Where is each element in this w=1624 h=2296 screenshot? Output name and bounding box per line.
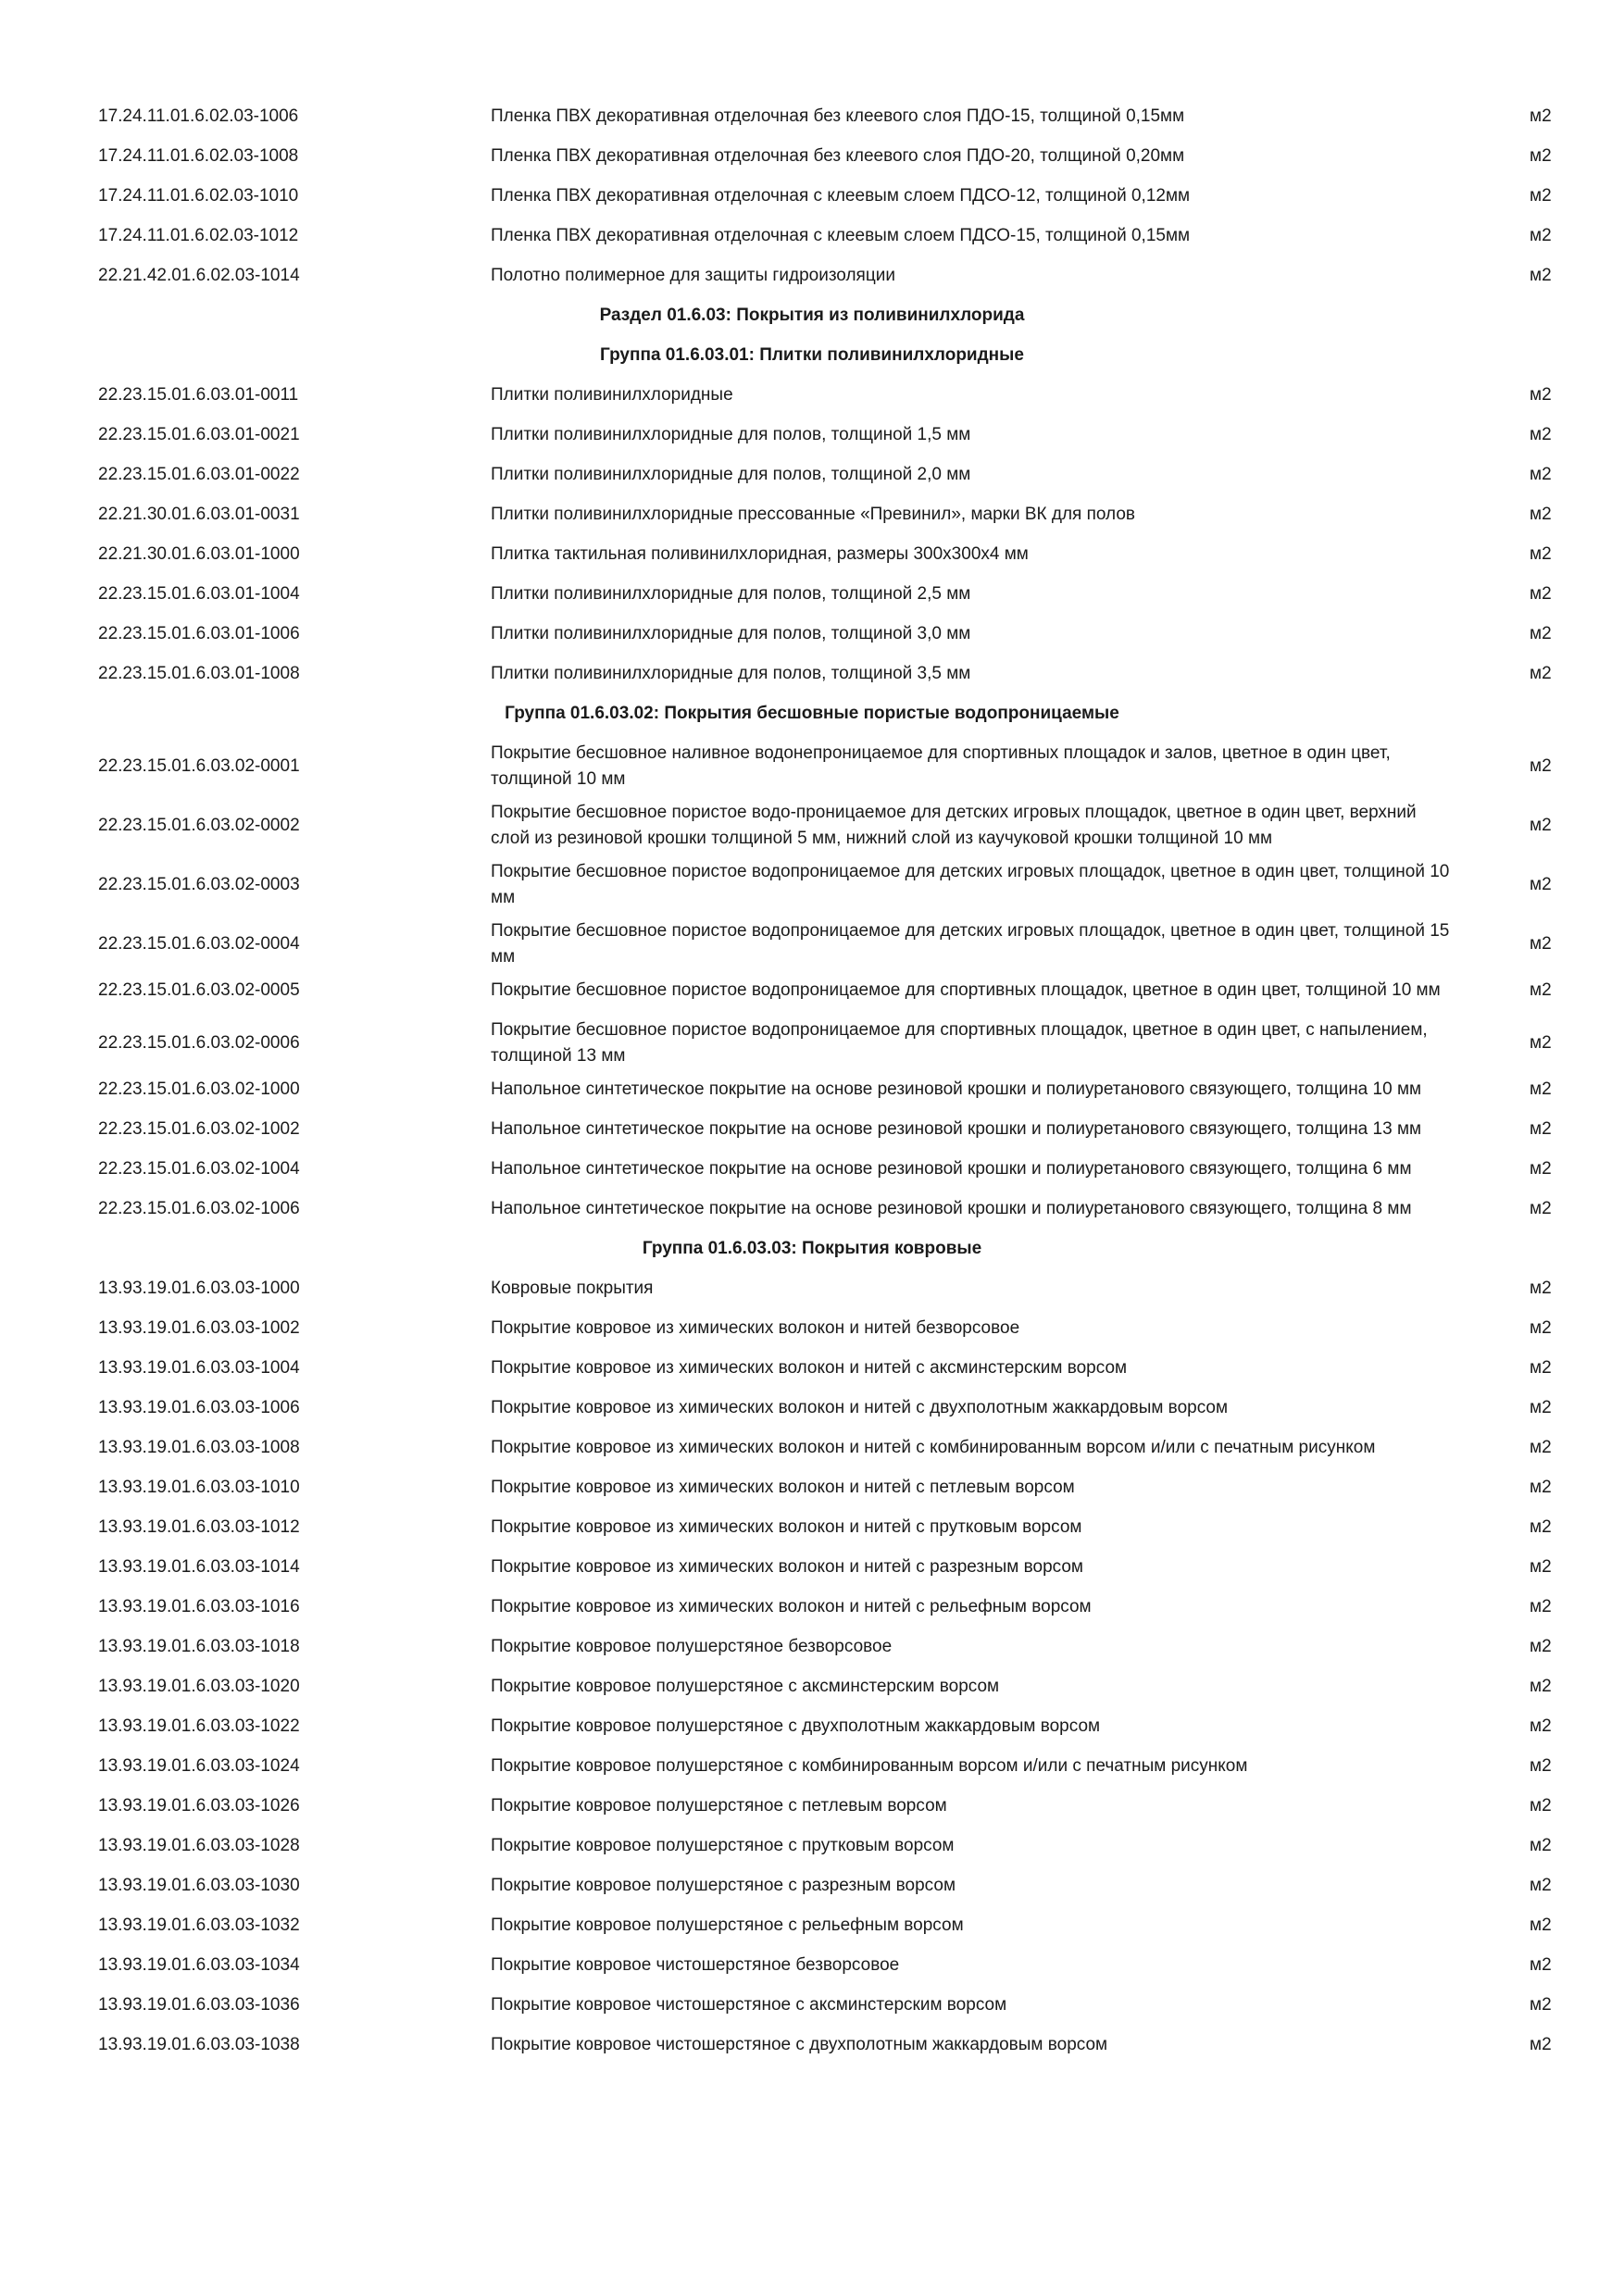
group-heading: Группа 01.6.03.01: Плитки поливинилхлоридные: [600, 345, 1024, 365]
item-code: 22.23.15.01.6.03.02-0006: [98, 1033, 300, 1053]
item-unit: м2: [1530, 875, 1552, 894]
table-row: [0, 1395, 1624, 1421]
item-code: 22.23.15.01.6.03.01-1008: [98, 664, 300, 683]
item-unit: м2: [1530, 584, 1552, 604]
item-name: Плитки поливинилхлоридные для полов, толщиной 3,5 мм: [491, 664, 971, 683]
item-code: 22.23.15.01.6.03.02-0001: [98, 756, 300, 776]
table-row: [0, 1753, 1624, 1779]
item-name: Покрытие бесшовное пористое водопроницаемое для детских игровых площадок, цветное в один цвет, толщиной 15 мм: [491, 921, 1450, 967]
table-row: [0, 1674, 1624, 1700]
item-unit: м2: [1530, 1637, 1552, 1656]
table-row: [0, 144, 1624, 169]
item-name: Покрытие ковровое из химических волокон и нитей с аксминстерским ворсом: [491, 1358, 1128, 1378]
item-code: 13.93.19.01.6.03.03-1002: [98, 1318, 300, 1338]
table-row: [0, 1196, 1624, 1222]
table-row: [0, 183, 1624, 209]
item-name: Покрытие ковровое полушерстяное с петлевым ворсом: [491, 1796, 947, 1816]
table-row: [0, 1714, 1624, 1740]
item-unit: м2: [1530, 2035, 1552, 2054]
table-row: [0, 1435, 1624, 1461]
item-code: 13.93.19.01.6.03.03-1018: [98, 1637, 300, 1656]
item-unit: м2: [1530, 1517, 1552, 1537]
item-name: Плитки поливинилхлоридные: [491, 385, 733, 405]
table-row: [0, 104, 1624, 130]
item-unit: м2: [1530, 186, 1552, 206]
item-code: 13.93.19.01.6.03.03-1034: [98, 1955, 300, 1975]
item-unit: м2: [1530, 146, 1552, 166]
table-row: [0, 1634, 1624, 1660]
item-name: Покрытие ковровое чистошерстяное с двухполотным жаккардовым ворсом: [491, 2035, 1108, 2054]
item-name: Полотно полимерное для защиты гидроизоляции: [491, 266, 895, 285]
table-row: [0, 918, 1624, 970]
item-name: Напольное синтетическое покрытие на основе резиновой крошки и полиуретанового связующего, толщина 8 мм: [491, 1199, 1412, 1218]
item-name: Покрытие ковровое из химических волокон и нитей с разрезным ворсом: [491, 1557, 1083, 1577]
item-unit: м2: [1530, 1079, 1552, 1099]
item-unit: м2: [1530, 1597, 1552, 1616]
table-row: [0, 581, 1624, 607]
item-code: 17.24.11.01.6.02.03-1006: [98, 106, 299, 126]
item-unit: м2: [1530, 385, 1552, 405]
item-name: Пленка ПВХ декоративная отделочная без клеевого слоя ПДО-15, толщиной 0,15мм: [491, 106, 1185, 126]
item-unit: м2: [1530, 664, 1552, 683]
item-unit: м2: [1530, 266, 1552, 285]
table-row: [0, 502, 1624, 528]
item-unit: м2: [1530, 1716, 1552, 1736]
item-name: Покрытие ковровое чистошерстяное с аксминстерским ворсом: [491, 1995, 1007, 2015]
item-code: 13.93.19.01.6.03.03-1014: [98, 1557, 300, 1577]
item-unit: м2: [1530, 980, 1552, 1000]
item-code: 22.23.15.01.6.03.02-0005: [98, 980, 300, 1000]
table-row: [0, 1077, 1624, 1103]
item-code: 13.93.19.01.6.03.03-1032: [98, 1915, 300, 1935]
item-name: Покрытие ковровое чистошерстяное безворсовое: [491, 1955, 900, 1975]
item-name: Покрытие ковровое из химических волокон и нитей с рельефным ворсом: [491, 1597, 1092, 1616]
item-name: Покрытие бесшовное пористое водо-проницаемое для детских игровых площадок, цветное в один цвет, верхний слой из резиновой крошки толщиной 5 мм, нижний слой из каучуковой крошки толщиной 10 мм: [491, 803, 1417, 848]
item-name: Пленка ПВХ декоративная отделочная с клеевым слоем ПДСО-12, толщиной 0,12мм: [491, 186, 1191, 206]
table-row: [0, 1276, 1624, 1302]
item-name: Напольное синтетическое покрытие на основе резиновой крошки и полиуретанового связующего, толщина 10 мм: [491, 1079, 1422, 1099]
group-heading: Группа 01.6.03.03: Покрытия ковровые: [642, 1239, 982, 1258]
table-row: [0, 1594, 1624, 1620]
group-heading: Группа 01.6.03.02: Покрытия бесшовные пористые водопроницаемые: [505, 704, 1119, 723]
item-code: 22.23.15.01.6.03.02-0003: [98, 875, 300, 894]
item-name: Ковровые покрытия: [491, 1279, 654, 1298]
item-name: Плитки поливинилхлоридные прессованные «Превинил», марки ВК для полов: [491, 505, 1136, 524]
table-row: [0, 542, 1624, 568]
item-code: 13.93.19.01.6.03.03-1016: [98, 1597, 300, 1616]
table-row: [0, 1475, 1624, 1501]
item-code: 22.21.42.01.6.02.03-1014: [98, 266, 300, 285]
item-unit: м2: [1530, 1279, 1552, 1298]
table-row: [0, 1992, 1624, 2018]
table-row: [0, 1833, 1624, 1859]
table-row: [0, 2032, 1624, 2058]
item-code: 22.23.15.01.6.03.01-0022: [98, 465, 300, 484]
item-name: Плитки поливинилхлоридные для полов, толщиной 2,5 мм: [491, 584, 971, 604]
item-unit: м2: [1530, 1478, 1552, 1497]
item-unit: м2: [1530, 756, 1552, 776]
item-name: Покрытие ковровое из химических волокон и нитей с прутковым ворсом: [491, 1517, 1082, 1537]
table-row: [0, 1316, 1624, 1341]
item-code: 22.21.30.01.6.03.01-0031: [98, 505, 300, 524]
item-unit: м2: [1530, 1358, 1552, 1378]
item-unit: м2: [1530, 1677, 1552, 1696]
table-row: [0, 422, 1624, 448]
item-code: 13.93.19.01.6.03.03-1024: [98, 1756, 300, 1776]
item-code: 13.93.19.01.6.03.03-1010: [98, 1478, 300, 1497]
item-code: 22.23.15.01.6.03.01-0021: [98, 425, 300, 444]
item-code: 22.23.15.01.6.03.02-1002: [98, 1119, 300, 1139]
table-row: [0, 1873, 1624, 1899]
item-code: 22.23.15.01.6.03.02-0004: [98, 934, 300, 954]
item-unit: м2: [1530, 1876, 1552, 1895]
table-row: [0, 462, 1624, 488]
table-row: [0, 1554, 1624, 1580]
item-unit: м2: [1530, 1756, 1552, 1776]
item-unit: м2: [1530, 1955, 1552, 1975]
item-unit: м2: [1530, 106, 1552, 126]
item-unit: м2: [1530, 505, 1552, 524]
item-name: Плитки поливинилхлоридные для полов, толщиной 2,0 мм: [491, 465, 971, 484]
item-unit: м2: [1530, 1915, 1552, 1935]
item-unit: м2: [1530, 816, 1552, 835]
table-row: [0, 978, 1624, 1004]
table-row: [0, 1117, 1624, 1142]
item-name: Покрытие ковровое полушерстяное с рельефным ворсом: [491, 1915, 964, 1935]
item-name: Покрытие ковровое полушерстяное с разрезным ворсом: [491, 1876, 956, 1895]
table-row: [0, 661, 1624, 687]
item-unit: м2: [1530, 425, 1552, 444]
item-unit: м2: [1530, 1836, 1552, 1855]
table-row: [0, 1515, 1624, 1541]
item-code: 22.21.30.01.6.03.01-1000: [98, 544, 300, 564]
item-name: Покрытие ковровое из химических волокон и нитей с двухполотным жаккардовым ворсом: [491, 1398, 1229, 1417]
item-unit: м2: [1530, 226, 1552, 245]
item-unit: м2: [1530, 544, 1552, 564]
item-code: 13.93.19.01.6.03.03-1000: [98, 1279, 300, 1298]
item-unit: м2: [1530, 1318, 1552, 1338]
item-code: 13.93.19.01.6.03.03-1012: [98, 1517, 300, 1537]
item-name: Плитки поливинилхлоридные для полов, толщиной 1,5 мм: [491, 425, 971, 444]
item-unit: м2: [1530, 1438, 1552, 1457]
item-unit: м2: [1530, 1199, 1552, 1218]
item-name: Плитка тактильная поливинилхлоридная, размеры 300х300х4 мм: [491, 544, 1029, 564]
item-code: 13.93.19.01.6.03.03-1028: [98, 1836, 300, 1855]
table-row: [0, 1913, 1624, 1939]
item-code: 22.23.15.01.6.03.02-1006: [98, 1199, 300, 1218]
table-row: [0, 1156, 1624, 1182]
item-code: 13.93.19.01.6.03.03-1006: [98, 1398, 300, 1417]
table-row: [0, 800, 1624, 852]
item-unit: м2: [1530, 1033, 1552, 1053]
item-unit: м2: [1530, 1557, 1552, 1577]
item-unit: м2: [1530, 624, 1552, 643]
item-code: 13.93.19.01.6.03.03-1026: [98, 1796, 300, 1816]
item-name: Покрытие ковровое полушерстяное безворсовое: [491, 1637, 893, 1656]
item-code: 17.24.11.01.6.02.03-1008: [98, 146, 299, 166]
table-row: [0, 1017, 1624, 1069]
item-code: 22.23.15.01.6.03.01-1006: [98, 624, 300, 643]
item-unit: м2: [1530, 1398, 1552, 1417]
item-unit: м2: [1530, 465, 1552, 484]
table-row: [0, 1793, 1624, 1819]
table-row: [0, 741, 1624, 792]
item-unit: м2: [1530, 1119, 1552, 1139]
item-unit: м2: [1530, 1159, 1552, 1179]
item-name: Покрытие ковровое полушерстяное с комбинированным ворсом и/или с печатным рисунком: [491, 1756, 1248, 1776]
item-unit: м2: [1530, 934, 1552, 954]
table-row: [0, 859, 1624, 911]
item-name: Покрытие бесшовное пористое водопроницаемое для спортивных площадок, цветное в один цвет, толщиной 10 мм: [491, 980, 1441, 1000]
item-code: 13.93.19.01.6.03.03-1020: [98, 1677, 300, 1696]
item-name: Плитки поливинилхлоридные для полов, толщиной 3,0 мм: [491, 624, 971, 643]
table-row: [0, 263, 1624, 289]
item-name: Покрытие ковровое из химических волокон и нитей с петлевым ворсом: [491, 1478, 1075, 1497]
item-code: 13.93.19.01.6.03.03-1036: [98, 1995, 300, 2015]
table-row: [0, 621, 1624, 647]
item-name: Напольное синтетическое покрытие на основе резиновой крошки и полиуретанового связующего, толщина 13 мм: [491, 1119, 1422, 1139]
item-code: 13.93.19.01.6.03.03-1008: [98, 1438, 300, 1457]
item-code: 22.23.15.01.6.03.01-1004: [98, 584, 300, 604]
item-name: Покрытие бесшовное пористое водопроницаемое для спортивных площадок, цветное в один цвет, с напылением, толщиной 13 мм: [491, 1020, 1428, 1066]
item-code: 13.93.19.01.6.03.03-1004: [98, 1358, 300, 1378]
item-code: 22.23.15.01.6.03.02-1000: [98, 1079, 300, 1099]
group-heading: Раздел 01.6.03: Покрытия из поливинилхлорида: [599, 306, 1025, 325]
item-name: Напольное синтетическое покрытие на основе резиновой крошки и полиуретанового связующего, толщина 6 мм: [491, 1159, 1412, 1179]
item-code: 22.23.15.01.6.03.02-0002: [98, 816, 300, 835]
item-unit: м2: [1530, 1995, 1552, 2015]
item-code: 13.93.19.01.6.03.03-1038: [98, 2035, 300, 2054]
item-name: Покрытие ковровое полушерстяное с прутковым ворсом: [491, 1836, 955, 1855]
item-name: Покрытие бесшовное наливное водонепроницаемое для спортивных площадок и залов, цветное в один цвет, толщиной 10 мм: [491, 743, 1391, 789]
item-name: Покрытие ковровое из химических волокон и нитей безворсовое: [491, 1318, 1020, 1338]
item-name: Покрытие бесшовное пористое водопроницаемое для детских игровых площадок, цветное в один цвет, толщиной 10 мм: [491, 862, 1450, 907]
item-name: Покрытие ковровое полушерстяное с аксминстерским ворсом: [491, 1677, 1000, 1696]
table-row: [0, 382, 1624, 408]
item-code: 17.24.11.01.6.02.03-1010: [98, 186, 299, 206]
item-code: 13.93.19.01.6.03.03-1022: [98, 1716, 300, 1736]
item-name: Покрытие ковровое из химических волокон и нитей с комбинированным ворсом и/или с печатным рисунком: [491, 1438, 1376, 1457]
item-unit: м2: [1530, 1796, 1552, 1816]
table-row: [0, 1953, 1624, 1978]
item-name: Пленка ПВХ декоративная отделочная с клеевым слоем ПДСО-15, толщиной 0,15мм: [491, 226, 1191, 245]
table-row: [0, 1355, 1624, 1381]
item-name: Покрытие ковровое полушерстяное с двухполотным жаккардовым ворсом: [491, 1716, 1101, 1736]
item-code: 22.23.15.01.6.03.02-1004: [98, 1159, 300, 1179]
item-name: Пленка ПВХ декоративная отделочная без клеевого слоя ПДО-20, толщиной 0,20мм: [491, 146, 1185, 166]
item-code: 17.24.11.01.6.02.03-1012: [98, 226, 299, 245]
item-code: 13.93.19.01.6.03.03-1030: [98, 1876, 300, 1895]
item-code: 22.23.15.01.6.03.01-0011: [98, 385, 299, 405]
table-row: [0, 223, 1624, 249]
